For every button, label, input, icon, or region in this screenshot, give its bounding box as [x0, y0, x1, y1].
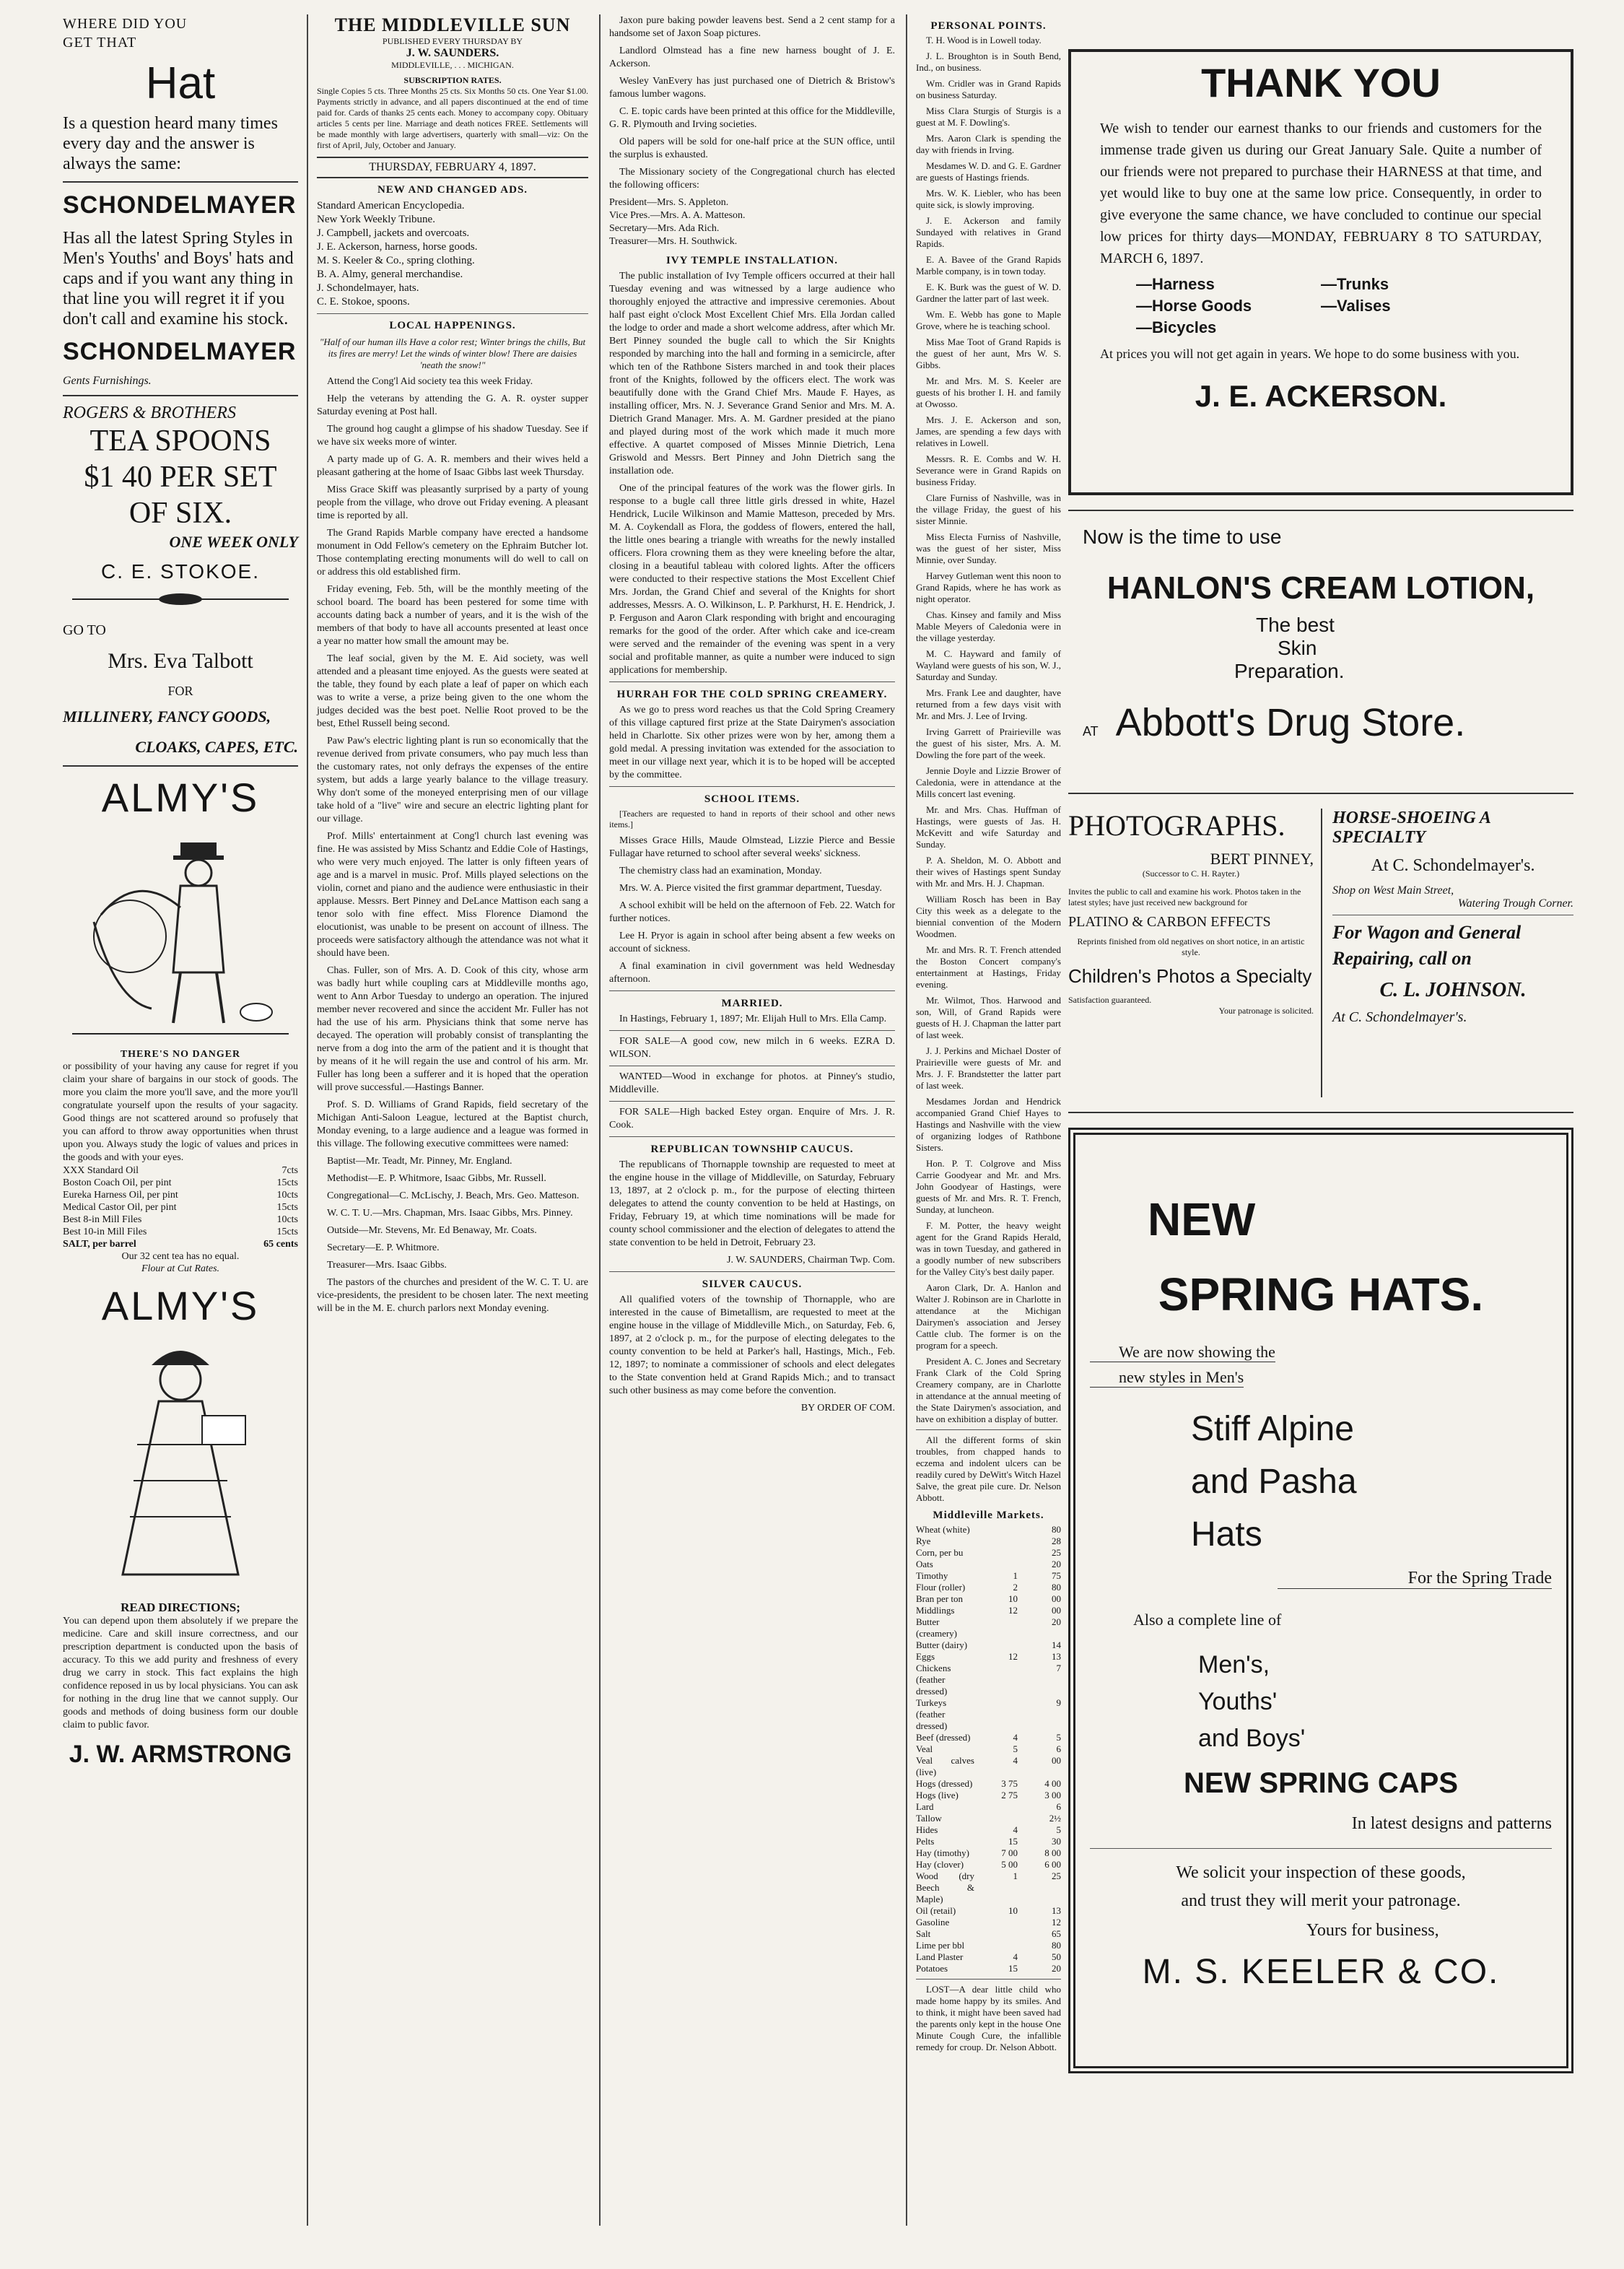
schondelmayer-brand-2: SCHONDELMAYER	[63, 338, 297, 365]
news-paragraph: A school exhibit will be held on the afternoon of Feb. 22. Watch for further notices.	[609, 900, 895, 924]
spring-hats: SPRING HATS.	[1158, 1268, 1484, 1320]
news-paragraph: Lee H. Pryor is again in school after being absent a few weeks on account of sickness.	[609, 931, 895, 954]
news-paragraph: J. E. Ackerson and family Sundayed with relatives in Grand Rapids.	[916, 215, 1061, 249]
bert-pinney: BERT PINNEY,	[1210, 850, 1314, 868]
horse-corner: Watering Trough Corner.	[1457, 897, 1573, 910]
news-paragraph: E. K. Burk was the guest of W. D. Gardner the latter part of last week.	[916, 282, 1061, 304]
personal-points-heading: PERSONAL POINTS.	[930, 20, 1047, 32]
markets-heading: Middleville Markets.	[933, 1510, 1044, 1521]
no-danger-heading: THERE'S NO DANGER	[120, 1049, 241, 1060]
keeler-signature: M. S. KEELER & CO.	[1142, 1953, 1500, 1991]
price-row: Best 10-in Mill Files 15cts	[63, 1227, 298, 1237]
table-row: Veal calves (live) 4 00	[916, 1755, 1061, 1777]
news-paragraph: [Teachers are requested to hand in reports of their school and other news items.]	[609, 809, 895, 829]
ackerson-signature: J. E. ACKERSON.	[1195, 379, 1447, 413]
list-item: —Trunks	[1321, 275, 1389, 293]
johnson: C. L. JOHNSON.	[1379, 979, 1527, 1001]
creamery-heading: HURRAH FOR THE COLD SPRING CREAMERY.	[616, 689, 888, 700]
hat-question-2: GET THAT	[63, 35, 137, 51]
list-item: —Horse Goods	[1136, 297, 1252, 315]
hats: Hats	[1191, 1515, 1262, 1554]
issue-date: THURSDAY, FEBRUARY 4, 1897.	[317, 157, 588, 178]
news-paragraph: William Rosch has been in Bay City this week as a delegate to the biennial convention of the Modern Woodmen.	[916, 894, 1061, 939]
price-row: SALT, per barrel 65 cents	[63, 1239, 298, 1250]
stiff-alpine: Stiff Alpine	[1191, 1410, 1354, 1448]
list-item: Standard American Encyclopedia.	[317, 200, 465, 212]
hat-heading: Hat	[145, 58, 216, 108]
schondelmayer-brand-1: SCHONDELMAYER	[63, 191, 297, 219]
successor: (Successor to C. H. Rayter.)	[1142, 868, 1240, 879]
news-paragraph: Mrs. Frank Lee and daughter, have returned from a few days visit with Mr. and Mrs. J. Lee of Irving.	[916, 687, 1061, 721]
millinery-2: CLOAKS, CAPES, ETC.	[135, 738, 298, 756]
news-paragraph: The republicans of Thornapple township are requested to meet at the engine house in the village of Middleville, on Saturday, February 13, 1897, at 2 o'clock p. m., for the purpose of electing thirteen delegates to attend the county convention to be held at Hastings, on Friday, February 19, at which time nominations will be made for county school commissioner and the election of delegates to attend the state convention to be held in Detroit, February 23.	[609, 1159, 895, 1248]
news-paragraph: Landlord Olmstead has a fine new harness bought of J. E. Ackerson.	[609, 45, 895, 69]
table-row: Potatoes 15 20	[916, 1963, 1061, 1974]
thank-you-title: THANK YOU	[1201, 60, 1441, 105]
column-local-news	[307, 14, 597, 2226]
signature: BY ORDER OF COM.	[800, 1403, 895, 1414]
no-danger-text: or possibility of your having any cause for regret if you claim your share of bargains in our stock of goods. The more you claim the more you'll save, and the more you'll congratulate yourself upon the results of your sagacity. Good things are not scattered around so profusely that you can afford to throw away opportunities when thrust upon you. Always study the logic of values and prices in the goods and with your eyes.	[63, 1061, 298, 1163]
list-item: C. E. Stokoe, spoons.	[317, 296, 410, 308]
table-row: Corn, per bu 25	[916, 1547, 1061, 1558]
hanlon-intro: Now is the time to use	[1083, 526, 1282, 548]
news-paragraph: The chemistry class had an examination, Monday.	[619, 866, 822, 876]
news-paragraph: Help the veterans by attending the G. A. R. oyster supper Saturday evening at Post hall.	[317, 393, 588, 417]
table-row: Flour (roller) 2 80	[916, 1582, 1061, 1593]
news-paragraph: Miss Electa Furniss of Nashville, was the guest of her sister, Miss Minnie, over Sunday.	[916, 531, 1061, 565]
news-paragraph: Baptist—Mr. Teadt, Mr. Pinney, Mr. England.	[327, 1156, 512, 1167]
list-item	[1321, 317, 1506, 339]
subscription-heading: SUBSCRIPTION RATES.	[403, 75, 502, 85]
news-paragraph: Prof. Mills' entertainment at Cong'l church last evening was fine. He was assisted by Miss Schantz and Eddie Cole of Hastings, who were very much enjoyed. The latter is only fifteen years of age and is a marvel in music. Prof. Mills played selections on the violin, cornet and piano and the audience were enthusiastic in their applause. Messrs. Bert Pinney and DeLance Mattison each sang a tenor solo with fine effect. Miss Florence Diamond the elocutionist, was unable to be present on account of illness. The proceeds were satisfactory although the attendance was not what it should have been.	[317, 831, 588, 959]
platino: PLATINO & CARBON EFFECTS	[1068, 914, 1271, 930]
table-row: Beef (dressed) 4 5	[916, 1732, 1061, 1743]
news-paragraph: M. C. Hayward and family of Wayland were guests of his son, W. J., Saturday and Sunday.	[916, 648, 1061, 682]
schondelmayer-body: Has all the latest Spring Styles in Men's Youths' and Boys' hats and caps and if you want any thing in that line you will regret it if you don't call and examine his stock.	[63, 229, 294, 328]
list-item: J. Campbell, jackets and overcoats.	[317, 227, 470, 239]
rogers-brothers: ROGERS & BROTHERS	[63, 404, 236, 422]
table-row: Salt 65	[916, 1928, 1061, 1939]
photo-horse-row	[1068, 809, 1573, 1097]
officer-line: Secretary—Mrs. Ada Rich.	[609, 223, 720, 234]
hanlon-sub-3: Preparation.	[1234, 660, 1345, 682]
subscription-text: Single Copies 5 cts. Three Months 25 cts. Six Months 50 cts. One Year $1.00. Payments strictly in advance, and all papers discontinued at the end of time paid for. Cards of thanks 25 cents each. Money to accompany copy. Obituary articles 5 cents per line. Marriage and death notices FREE. Settlements will be made monthly with large advertisers, quarterly with small—viz: On the first of April, July, October and January.	[317, 86, 588, 150]
and-boys: and Boys'	[1198, 1725, 1306, 1752]
johnson-at: At C. Schondelmayer's.	[1332, 1009, 1467, 1025]
news-paragraph: The ground hog caught a glimpse of his shadow Tuesday. See if we have six weeks more of winter.	[317, 424, 588, 448]
news-paragraph: A party made up of G. A. R. members and their wives held a pleasant gathering at the home of Isaac Gibbs last week Thursday.	[317, 454, 588, 478]
news-paragraph: The public installation of Ivy Temple officers occurred at their hall Tuesday evening and was witnessed by a large audience who thoroughly enjoyed the attractive and impressive ceremonies. About half past eight o'clock Most Excellent Chief Mrs. Ella Jordan called the lodge to order and made a short welcome address, after which Mr. Bert Pinney sounded the bugle call to which the Sir Knights responded by marching into the hall and forming in a semicircle, after which ten of the Rathbone Sisters marched in and took their places front of the Knights, followed by the officers elect. The work was beautifully done with the Grand Chief Mrs. Maude F. Hayes, as installing officer, Mrs. N. J. Severance Grand Senior and Mrs. M. A. Dietrich Grand Manager. Mrs. A. M. Gardner presided at the piano and played during most of the work which made it much more effective. A quartet composed of Misses Minnie Dietrich, Lena Griswold and Messrs. Bert Pinney and John Dietrich sang the installation ode.	[609, 271, 895, 476]
news-paragraph: One of the principal features of the work was the flower girls. In response to a bugle call three little girls dressed in white, Hazel Hendrick, Lucile Wilkinson and Mamie Matteson, preceded by Mrs. M. A. Coykendall as Flora, the goddess of flowers, entered the hall, the little ones bearing a triangle with wreaths for the newly installed officers. Flora crowning them as they were kneeling before the altar, closing in a beautiful tableau with colored lights. After the officers were conducted to their respective stations the Most Excellent Chief Mrs. Jordan, the Grand Chief and several of the Knights for short addresses, Messrs. A. O. Wilkinson, L. P. Parkhurst, H. E. Hendrick, J. P. Ferguson and Aaron Clark responding with bright and encouraging remarks for the good of the order. After which cake and ice-cream were served and the remainder of the evening was spent in a very social and profitable manner, as quite a number were induced to sign applications for membership.	[609, 483, 895, 676]
news-paragraph: F. M. Potter, the heavy weight agent for the Grand Rapids Herald, was in town Tuesday, and gathered in a goodly number of new subscribers for the Valley City's best daily paper.	[916, 1220, 1061, 1277]
pinney-photo-ad	[1068, 809, 1322, 1097]
news-paragraph: Wm. Cridler was in Grand Rapids on business Saturday.	[916, 78, 1061, 100]
almys-logo-2: ALMY'S	[101, 1283, 260, 1328]
news-paragraph: C. E. topic cards have been printed at this office for the Middleville, G. R. Plymouth and Irving societies.	[609, 106, 895, 130]
news-paragraph: Misses Grace Hills, Maude Olmstead, Lizzie Pierce and Bessie Fullagar have returned to school after several weeks' sickness.	[609, 835, 895, 859]
almy-price-list	[63, 1164, 298, 1275]
talbott-for: FOR	[167, 684, 193, 698]
tea-spoons: TEA SPOONS	[90, 424, 271, 458]
local-news	[317, 375, 588, 1315]
news-paragraph: Mr. and Mrs. R. T. French attended the Boston Concert company's entertainment at Hastings, Friday evening.	[916, 944, 1061, 990]
thank-you-body: We wish to tender our earnest thanks to our friends and customers for the immense trade given us during our Great January Sale. Quite a number of our friends were not prepared to purchase their HARNESS at that time, and yet would like to buy one at the same low price. Consequently, in order to give everyone the same chance, we have concluded to continue our special low prices for thirty days—MONDAY, FEBRUARY 8 TO SATURDAY, MARCH 6, 1897.	[1100, 121, 1542, 266]
news-paragraph: Mrs. Aaron Clark is spending the day with friends in Irving.	[916, 133, 1061, 155]
armstrong-brand: J. W. ARMSTRONG	[69, 1741, 292, 1768]
price-row: Boston Coach Oil, per pint 15cts	[63, 1177, 298, 1188]
local-happenings-heading: LOCAL HAPPENINGS.	[389, 320, 516, 331]
news-paragraph: W. C. T. U.—Mrs. Chapman, Mrs. Isaac Gibbs, Mrs. Pinney.	[327, 1208, 573, 1219]
news-paragraph: Messrs. R. E. Combs and W. H. Severance were in Grand Rapids on business Friday.	[916, 453, 1061, 487]
news-paragraph: The pastors of the churches and president of the W. C. T. U. are vice-presidents, the president to be chosen later. The next meeting will be in the M. E. church parlors next Monday evening.	[317, 1277, 588, 1314]
showing-1: We are now showing the	[1090, 1343, 1275, 1362]
table-row: Veal 5 6	[916, 1743, 1061, 1754]
news-paragraph: Aaron Clark, Dr. A. Hanlon and Walter J. Robinson are in Charlotte in attendance at the Michigan Dairymen's association and Jersey Cattle club. The former is on the program for a speech.	[916, 1282, 1061, 1351]
news-paragraph: Mrs. W. A. Pierce visited the first grammar department, Tuesday.	[619, 883, 882, 894]
officer-line: Vice Pres.—Mrs. A. A. Matteson.	[609, 210, 746, 221]
news-paragraph: Secretary—E. P. Whitmore.	[327, 1242, 440, 1253]
showing-2: new styles in Men's	[1090, 1368, 1244, 1388]
table-row: Bran per ton 10 00	[916, 1593, 1061, 1604]
gents-furnishings: Gents Furnishings.	[63, 375, 152, 387]
photographs-title: PHOTOGRAPHS.	[1068, 809, 1285, 842]
news-paragraph: As we go to press word reaches us that the Cold Spring Creamery of this village captured first prize at the State Dairymen's association held in Charlotte. Six other prizes were won by her, among them a gold medal. A pressing invitation was extended for the association to meet in our village next year, which it is to be hoped will be accepted by the committee.	[609, 705, 895, 780]
news-paragraph: P. A. Sheldon, M. O. Abbott and their wives of Hastings spent Sunday with Mr. and Mrs. H. J. Chapman.	[916, 855, 1061, 889]
table-row: Wood (dry Beech & Maple) 1 25	[916, 1870, 1061, 1904]
publisher: J. W. SAUNDERS.	[406, 47, 499, 59]
abbott-drug-store: Abbott's Drug Store.	[1115, 701, 1466, 744]
millinery-1: MILLINERY, FANCY GOODS,	[63, 707, 271, 726]
news-paragraph: Miss Grace Skiff was pleasantly surprised by a party of young people from the village, who drove out Friday evening. A pleasant time is reported by all.	[317, 484, 588, 521]
flour-note: Flour at Cut Rates.	[141, 1263, 220, 1274]
classified-ad: FOR SALE—High backed Estey organ. Enquire of Mrs. J. R. Cook.	[609, 1107, 895, 1131]
new-ads-heading: NEW AND CHANGED ADS.	[377, 184, 528, 196]
news-paragraph: Paw Paw's electric lighting plant is run so economically that the revenue derived from private consumers, who pay much less than the customary rates, not only defrays the expenses of the entire system, but adds a large yearly balance to the village treasury. Why don't some of the moneyed enterprising men of our village take hold of a "live" wire and secure an electric lighting plant for our village.	[317, 736, 588, 824]
news-paragraph: The Missionary society of the Congregational church has elected the following officers:	[609, 167, 895, 191]
go-to: GO TO	[63, 622, 106, 638]
armstrong-text: You can depend upon them absolutely if we prepare the medicine. Care and skill insure correctness, and our prescription department is conducted upon the basis of accuracy. To this we add purity and freshness of every drug we carry in stock. This fact explains the high confidence reposed in us by local physicians. You can ask for nothing in the drug line that we cannot supply. Our goods and methods of doing business form our double claim to public favor.	[63, 1616, 298, 1730]
new-heading: NEW	[1148, 1193, 1256, 1245]
patronage: Your patronage is solicited.	[1218, 1006, 1314, 1016]
news-paragraph: Old papers will be sold for one-half price at the SUN office, until the surplus is exhausted.	[609, 136, 895, 160]
horse-shoeing-at: At C. Schondelmayer's.	[1371, 856, 1535, 875]
news-paragraph: Miss Clara Sturgis of Sturgis is a guest at M. F. Dowling's.	[916, 105, 1061, 128]
mens: Men's,	[1198, 1651, 1270, 1678]
table-row: Oil (retail) 10 13	[916, 1905, 1061, 1916]
solicit-1: We solicit your inspection of these goods,	[1176, 1863, 1466, 1882]
read-directions: READ DIRECTIONS;	[121, 1601, 240, 1614]
list-item: New York Weekly Tribune.	[317, 214, 435, 225]
school-items-heading: SCHOOL ITEMS.	[704, 793, 800, 805]
table-row: Butter (creamery) 20	[916, 1616, 1061, 1639]
news-paragraph: Mrs. J. E. Ackerson and son, James, are spending a few days with relatives in Lowell.	[916, 414, 1061, 448]
price-row: XXX Standard Oil 7cts	[63, 1165, 298, 1176]
news-paragraph: Mesdames Jordan and Hendrick accompanied Grand Chief Hayes to Hastings and Nashville with the view of organizing lodges of Rathbone Sisters.	[916, 1096, 1061, 1153]
markets-table	[916, 1524, 1061, 1974]
latest-designs: In latest designs and patterns	[1351, 1814, 1552, 1833]
news-paragraph: Clare Furniss of Nashville, was in the village Friday, the guest of his sister Minnie.	[916, 492, 1061, 526]
also-line: Also a complete line of	[1133, 1611, 1282, 1629]
hat-intro: Is a question heard many times every day and the answer is always the same:	[63, 114, 278, 173]
news-paragraph: Mr. and Mrs. Chas. Huffman of Hastings, were guests of Jas. H. McKevitt and wife Saturday and Sunday.	[916, 804, 1061, 850]
table-row: Hides 4 5	[916, 1824, 1061, 1835]
table-row: Tallow 2½	[916, 1813, 1061, 1824]
photo-text-2: Reprints finished from old negatives on short notice, in an artistic style.	[1077, 936, 1305, 957]
classified-ad: WANTED—Wood in exchange for photos. at Pinney's studio, Middleville.	[609, 1071, 895, 1095]
table-row: Butter (dairy) 14	[916, 1639, 1061, 1650]
list-item: J. Schondelmayer, hats.	[317, 282, 419, 294]
personal-points	[906, 14, 1070, 2226]
table-row: Hay (clover) 5 00 6 00	[916, 1859, 1061, 1870]
lady-reading-illustration-icon	[72, 1336, 289, 1596]
news-paragraph: Attend the Cong'l Aid society tea this week Friday.	[327, 376, 533, 387]
published-by: PUBLISHED EVERY THURSDAY BY	[382, 36, 523, 46]
news-paragraph: All qualified voters of the township of Thornapple, who are interested in the cause of Bimetallism, are requested to meet at the engine house in the village of Middleville Mich., on Saturday, Feb. 6, 1897, at 2 o'clock p. m., for the purpose of electing delegates to the county convention to be held at Parker's hall, Hastings, Mich., Feb. 12, 1897; to nominate a commissioner of schools and elect delegates to the State convention held at Grand Rapids Mich.; and to transact such other business as may come before the convention.	[609, 1294, 895, 1396]
table-row: Wheat (white) 80	[916, 1524, 1061, 1535]
satisfaction: Satisfaction guaranteed.	[1068, 995, 1152, 1005]
news-paragraph: The Grand Rapids Marble company have erected a handsome monument in Odd Fellow's cemetery on the Ephraim Butcher lot. Those contemplating erecting monuments will do well to call on or address this old established firm.	[317, 528, 588, 578]
news-paragraph: The leaf social, given by the M. E. Aid society, was well attended and a pleasant time enjoyed. As the guests were seated at the table, they found by each plate a leaf of paper on which each was to write a verse, a prize being given to the one whom the judges decided was the best poet. Nellie Root proved to be the best, Ethel Russell being second.	[317, 653, 588, 729]
wagon-repair: For Wagon and General Repairing, call on	[1332, 922, 1522, 969]
ivy-temple-heading: IVY TEMPLE INSTALLATION.	[665, 255, 839, 266]
news-paragraph: Outside—Mr. Stevens, Mr. Ed Benaway, Mr. Coats.	[327, 1225, 537, 1236]
table-row: Chickens (feather dressed) 7	[916, 1663, 1061, 1697]
news-paragraph: Treasurer—Mrs. Isaac Gibbs.	[327, 1260, 447, 1271]
new-ads-list	[317, 199, 588, 309]
table-row: Hogs (live) 2 75 3 00	[916, 1790, 1061, 1800]
table-row: Lard 6	[916, 1801, 1061, 1812]
news-paragraph: Jaxon pure baking powder leavens best. Send a 2 cent stamp for a handsome set of Jaxon Soap pictures.	[609, 15, 895, 39]
news-paragraph: Congregational—C. McLischy, J. Beach, Mrs. Geo. Matteson.	[327, 1190, 580, 1201]
news-paragraph: Harvey Gutleman went this noon to Grand Rapids, where he has work as night operator.	[916, 570, 1061, 604]
stokoe: C. E. STOKOE.	[101, 560, 260, 583]
table-row: Eggs 12 13	[916, 1651, 1061, 1662]
list-item: M. S. Keeler & Co., spring clothing.	[317, 255, 475, 266]
news-paragraph: Mr. and Mrs. M. S. Keeler are guests of his brother I. H. and family at Owosso.	[916, 375, 1061, 409]
table-row: Timothy 1 75	[916, 1570, 1061, 1581]
news-paragraph: A final examination in civil government was held Wednesday afternoon.	[609, 961, 895, 985]
list-item: —Bicycles	[1136, 318, 1217, 336]
table-row: Hogs (dressed) 3 75 4 00	[916, 1778, 1061, 1789]
talbott: Mrs. Eva Talbott	[108, 649, 253, 673]
signature: J. W. SAUNDERS, Chairman Twp. Com.	[727, 1255, 895, 1266]
tea-set: OF SIX.	[128, 497, 232, 530]
news-paragraph: Miss Mae Toot of Grand Rapids is the guest of her aunt, Mrs W. S. Gibbs.	[916, 336, 1061, 370]
divider-ornament-icon	[65, 591, 296, 608]
childrens-photos: Children's Photos a Specialty	[1068, 965, 1312, 987]
news-paragraph: Hon. P. T. Colgrove and Miss Carrie Goodyear and Mr. and Mrs. John Goodyear of Hastings, were guests of Mr. and Mrs. R. T. French, Sunday, at luncheon.	[916, 1158, 1061, 1215]
news-paragraph: Mrs. W. K. Liebler, who has been quite sick, is slowly improving.	[916, 188, 1061, 210]
column-society-news	[599, 14, 904, 2226]
news-paragraph: Wesley VanEvery has just purchased one of Dietrich & Bristow's famous lumber wagons.	[609, 76, 895, 100]
officer-line: Treasurer—Mrs. H. Southwick.	[609, 236, 738, 247]
horse-shoeing-ad	[1322, 809, 1573, 1097]
classified-ad: FOR SALE—A good cow, new milch in 6 weeks. EZRA D. WILSON.	[609, 1036, 895, 1060]
news-paragraph: Methodist—E. P. Whitmore, Isaac Gibbs, Mr. Russell.	[327, 1173, 546, 1184]
keeler-ad	[1068, 1128, 1573, 2073]
yours-for-business: Yours for business,	[1306, 1921, 1439, 1940]
solicit-2: and trust they will merit your patronage.	[1181, 1891, 1461, 1910]
and-pasha: and Pasha	[1191, 1463, 1357, 1501]
hanlon-ad	[1068, 526, 1573, 778]
new-spring-caps: NEW SPRING CAPS	[1183, 1767, 1459, 1799]
column-ads-left	[54, 14, 307, 2226]
list-item: —Valises	[1321, 297, 1391, 315]
lost-notice: LOST—A dear little child who made home happy by its smiles. And to think, it might have been saved had the parents only kept in the house One Minute Cough Cure, the infallible remedy for croup. Dr. Nelson Abbott.	[916, 1984, 1061, 2052]
table-row: Land Plaster 4 50	[916, 1951, 1061, 1962]
masthead: THE MIDDLEVILLE SUN	[334, 14, 571, 35]
news-paragraph: Wm. E. Webb has gone to Maple Grove, where he is teaching school.	[916, 309, 1061, 331]
horse-shoeing-title: HORSE-SHOEING A SPECIALTY	[1332, 809, 1490, 847]
news-paragraph: Jennie Doyle and Lizzie Brower of Caledonia, were in attendance at the Mills concert last evening.	[916, 765, 1061, 799]
witch-hazel-ad: All the different forms of skin troubles, from chapped hands to eczema and indolent ulcers can be readily cured by DeWitt's Witch Hazel Salve, the great pile cure. Dr. Nelson Abbott.	[916, 1434, 1061, 1503]
hanlon-sub-1: The best	[1256, 614, 1335, 636]
table-row: Rye 28	[916, 1536, 1061, 1546]
tea-price: $1 40 PER SET	[84, 461, 277, 494]
poem: "Half of our human ills Have a color rest; Winter brings the chills, But its fires are merry! Let the winds of winter blow! There are daisies 'neath the snow!"	[319, 336, 586, 370]
price-row: Eureka Harness Oil, per pint 10cts	[63, 1190, 298, 1201]
price-row: Best 8-in Mill Files 10cts	[63, 1214, 298, 1225]
table-row: Middlings 12 00	[916, 1605, 1061, 1616]
horse-shop: Shop on West Main Street,	[1332, 884, 1454, 897]
tea-note: Our 32 cent tea has no equal.	[121, 1251, 240, 1262]
hanlon-sub-2: Skin	[1278, 637, 1317, 659]
at-label: AT	[1083, 724, 1099, 739]
almys-logo-1: ALMY'S	[101, 775, 260, 820]
table-row: Oats 20	[916, 1559, 1061, 1569]
spring-trade: For the Spring Trade	[1278, 1569, 1552, 1589]
news-paragraph: Friday evening, Feb. 5th, will be the monthly meeting of the school board. The board has been pestered for some time with accounts dating back a number of years, and it is the wish of the members of that body to have all accounts presented at least once a year no matter how small the amount may be.	[317, 584, 588, 647]
one-week-only: ONE WEEK ONLY	[169, 533, 298, 551]
news-paragraph: J. J. Perkins and Michael Doster of Prairieville were guests of Mr. and Mrs. J. F. Brandstetter the latter part of last week.	[916, 1045, 1061, 1091]
table-row: Hay (timothy) 7 00 8 00	[916, 1847, 1061, 1858]
news-paragraph: Chas. Kinsey and family and Miss Mable Meyers of Caledonia were in the village yesterday.	[916, 609, 1061, 643]
list-item: —Harness	[1136, 275, 1215, 293]
married-heading: MARRIED.	[721, 998, 783, 1009]
list-item: J. E. Ackerson, harness, horse goods.	[317, 241, 478, 253]
news-paragraph: Mesdames W. D. and G. E. Gardner are guests of Hastings friends.	[916, 160, 1062, 183]
news-paragraph: Chas. Fuller, son of Mrs. A. D. Cook of this city, whose arm was badly hurt while coupling cars at Middleville months ago, went to Ann Arbor Tuesday to undergo an operation. The injured member never recovered and since the accident Mr. Fuller has not had the use of his arm. Physicians think that some nerve has decayed. The operation will probably consist of transplanting the nerve from a dog into the arm of the patient and it is thought that by means of it he will regain the use and control of his arm. Mr. Fuller has long been a sufferer and it is hoped that the operation will prove successful.—Hastings Banner.	[317, 965, 588, 1093]
table-row: Lime per bbl 80	[916, 1940, 1061, 1951]
table-row: Pelts 15 30	[916, 1836, 1061, 1847]
table-row: Turkeys (feather dressed) 9	[916, 1697, 1061, 1731]
officer-line: President—Mrs. S. Appleton.	[609, 197, 729, 208]
ackerson-ad	[1068, 49, 1573, 495]
news-paragraph: Irving Garrett of Prairieville was the guest of his sister, Mrs. A. M. Dowling the fore part of the week.	[916, 726, 1061, 760]
list-item: B. A. Almy, general merchandise.	[317, 269, 463, 280]
bargains-cartoon-icon	[72, 828, 289, 1045]
news-paragraph: President A. C. Jones and Secretary Frank Clark of the Cold Spring Creamery company, are in Charlotte in attendance at the annual meeting of the State Dairymen's association, and have on exhibition a display of butter.	[916, 1356, 1061, 1424]
goods-list	[1071, 269, 1571, 343]
news-paragraph: Mr. Wilmot, Thos. Harwood and son, Will, of Grand Rapids were guests of H. J. Chapman the latter part of last week.	[916, 995, 1061, 1040]
hat-question-1: WHERE DID YOU	[63, 16, 188, 32]
republican-caucus-heading: REPUBLICAN TOWNSHIP CAUCUS.	[650, 1144, 854, 1155]
photo-text: Invites the public to call and examine his work. Photos taken in the latest styles; have just received new background for	[1068, 887, 1301, 907]
table-row: Gasoline 12	[916, 1917, 1061, 1928]
hanlon-title: HANLON'S CREAM LOTION,	[1106, 570, 1535, 606]
place: MIDDLEVILLE, . . . MICHIGAN.	[391, 60, 514, 70]
youths: Youths'	[1198, 1688, 1278, 1715]
news-paragraph: J. L. Broughton is in South Bend, Ind., on business.	[916, 51, 1061, 73]
price-row: Medical Castor Oil, per pint 15cts	[63, 1202, 298, 1213]
news-paragraph: In Hastings, February 1, 1897; Mr. Elijah Hull to Mrs. Ella Camp.	[619, 1014, 887, 1024]
silver-caucus-heading: SILVER CAUCUS.	[702, 1279, 803, 1290]
news-paragraph: E. A. Bavee of the Grand Rapids Marble company, is in town today.	[916, 254, 1061, 276]
thank-you-footer: At prices you will not get again in years. We hope to do some business with you.	[1100, 347, 1520, 361]
news-paragraph: T. H. Wood is in Lowell today.	[926, 35, 1042, 45]
news-paragraph: Prof. S. D. Williams of Grand Rapids, field secretary of the Michigan Anti-Saloon League, lectured at the Baptist church, Monday evening, to a large audience and a league was formed in this village. The following executive committees were named:	[317, 1099, 588, 1149]
column-ads-right	[1068, 14, 1573, 2226]
